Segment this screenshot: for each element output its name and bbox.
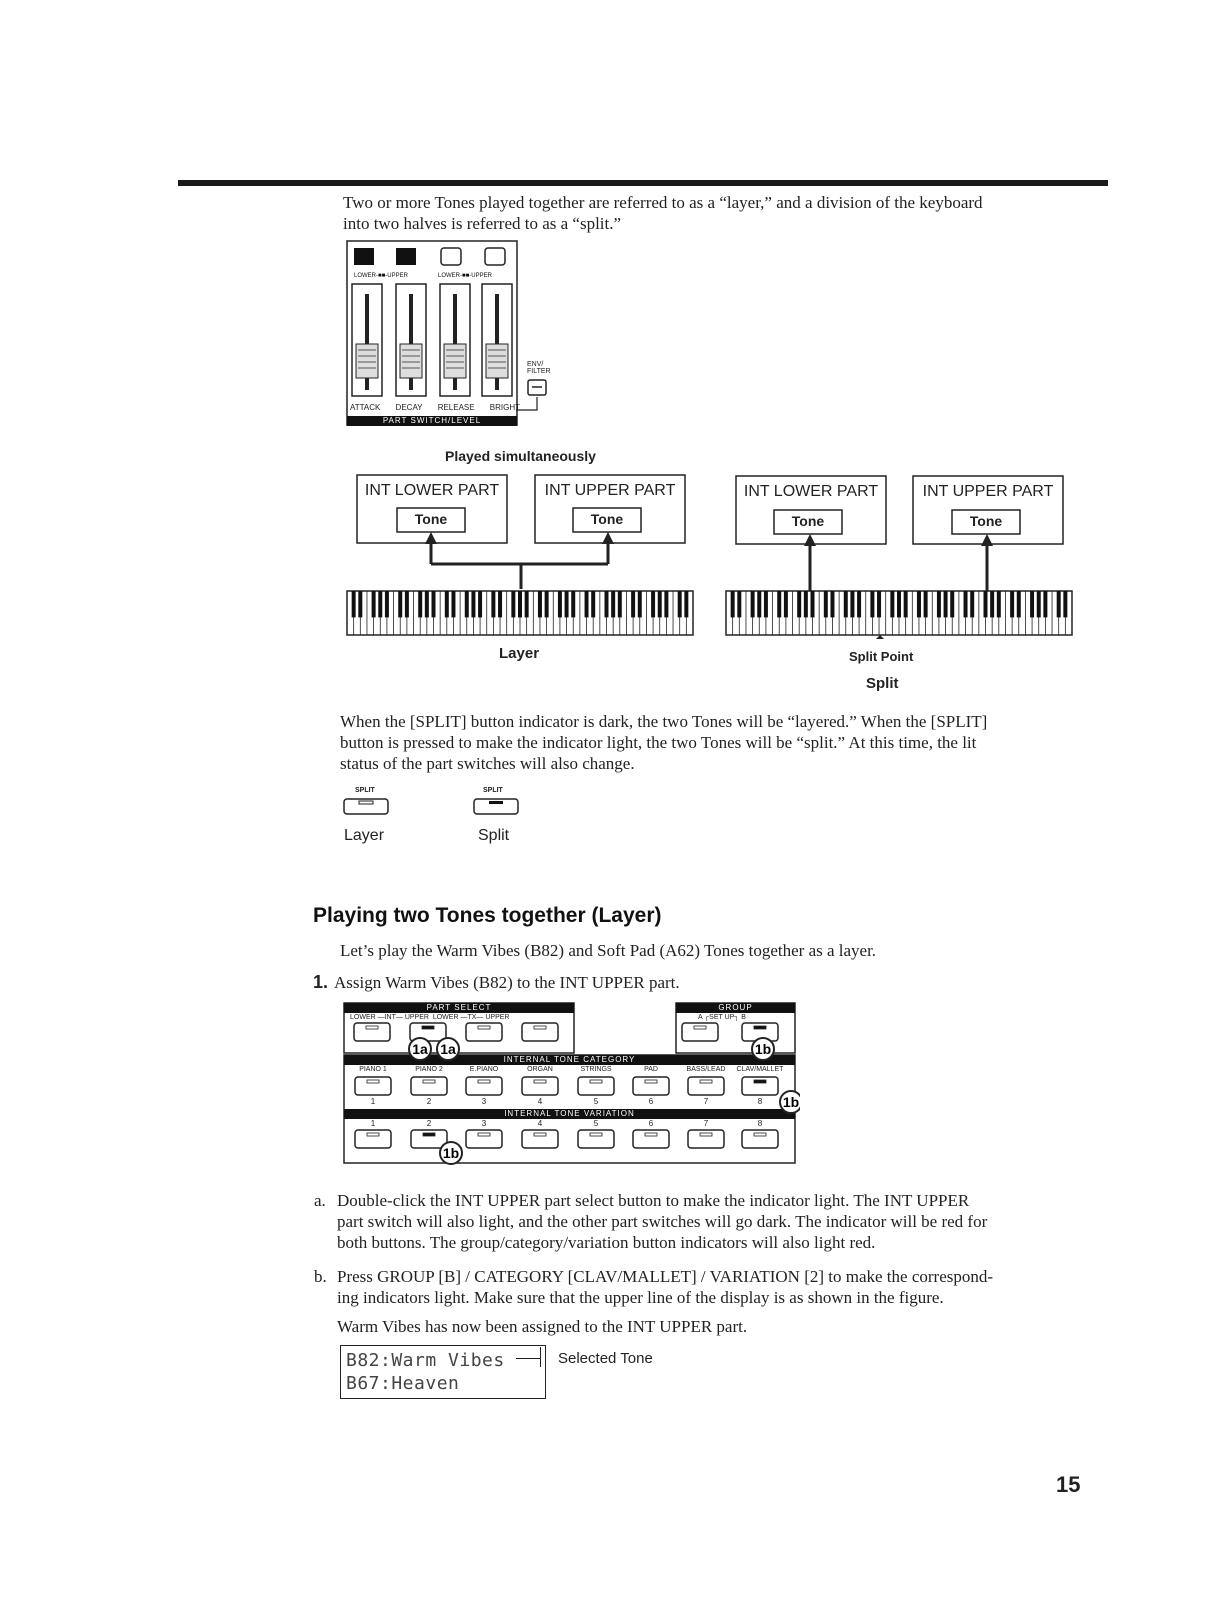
black-key — [432, 591, 436, 617]
black-key — [731, 591, 735, 617]
category-labels — [342, 1066, 800, 1076]
black-key — [1017, 591, 1021, 617]
callout-text: 1b — [442, 1145, 460, 1161]
black-key — [425, 591, 429, 617]
black-key — [385, 591, 389, 617]
black-key — [451, 591, 455, 617]
black-key — [352, 591, 356, 617]
category-number: 1 — [370, 1097, 376, 1106]
black-key — [857, 591, 861, 617]
category-label: PIANO 1 — [359, 1066, 387, 1073]
split-button-layer — [343, 787, 393, 847]
black-key — [811, 591, 815, 617]
split-text: Split — [478, 827, 510, 844]
indicator-off-icon — [359, 801, 373, 804]
black-key — [651, 591, 655, 617]
variation-numbers — [342, 1119, 800, 1129]
callout-text: 1a — [440, 1041, 456, 1057]
slider-label: ATTACK — [350, 403, 381, 412]
black-key — [498, 591, 502, 617]
step-line: part switch will also light, and the other part switches will go dark. The indicator will be red for — [337, 1212, 988, 1231]
variation-title: INTERNAL TONE VARIATION — [504, 1109, 635, 1118]
step-1 — [313, 972, 680, 993]
black-key — [658, 591, 662, 617]
category-label: STRINGS — [580, 1066, 612, 1073]
black-key — [990, 591, 994, 617]
split-caption: Split — [866, 675, 899, 692]
black-key — [418, 591, 422, 617]
black-key — [937, 591, 941, 617]
black-key — [445, 591, 449, 617]
annotation-leader — [516, 1358, 540, 1359]
env-filter-label: ENV/ FILTER — [527, 361, 551, 375]
black-key — [405, 591, 409, 617]
tone-select-panel — [342, 1001, 800, 1167]
black-key — [372, 591, 376, 617]
split-caption-small: SPLIT — [355, 787, 375, 794]
step-line: Double-click the INT UPPER part select button to make the indicator light. The INT UPPER — [337, 1191, 970, 1210]
indicator-off-icon — [367, 1133, 379, 1136]
part-switch-button-lit[interactable] — [354, 248, 374, 265]
indicator-on-icon — [489, 801, 503, 804]
split-line: When the [SPLIT] button indicator is dark, the two Tones will be “layered.” When the [SPLIT] — [340, 712, 988, 731]
indicator-off-icon — [754, 1133, 766, 1136]
part-switch-button-lit[interactable] — [396, 248, 416, 265]
black-key — [398, 591, 402, 617]
black-key — [664, 591, 668, 617]
tone-label: Tone — [791, 513, 825, 529]
part-name: INT UPPER PART — [922, 483, 1054, 500]
intro-line: into two halves is referred to as a “split.” — [343, 214, 622, 233]
slider-knob[interactable] — [444, 344, 466, 378]
black-key — [545, 591, 549, 617]
black-key — [870, 591, 874, 617]
black-key — [757, 591, 761, 617]
split-paragraph — [340, 711, 1100, 774]
black-key — [585, 591, 589, 617]
step-text: Assign Warm Vibes (B82) to the INT UPPER part. — [334, 973, 680, 992]
keyboard — [347, 591, 693, 635]
variation-number: 5 — [593, 1119, 599, 1128]
black-key — [465, 591, 469, 617]
split-line: button is pressed to make the indicator light, the two Tones will be “split.” At this time, the lit — [340, 733, 977, 752]
section-heading: Playing two Tones together (Layer) — [313, 904, 662, 927]
category-number: 3 — [481, 1097, 487, 1106]
black-key — [944, 591, 948, 617]
step-line: Warm Vibes has now been assigned to the INT UPPER part. — [337, 1317, 748, 1336]
variation-number: 2 — [426, 1119, 432, 1128]
indicator-off-icon — [423, 1080, 435, 1083]
indicator-off-icon — [534, 1026, 546, 1029]
variation-number: 3 — [481, 1119, 487, 1128]
black-key — [764, 591, 768, 617]
indicator-off-icon — [478, 1133, 490, 1136]
category-number: 5 — [593, 1097, 599, 1106]
black-key — [631, 591, 635, 617]
split-point-caption: Split Point — [849, 649, 914, 664]
black-key — [877, 591, 881, 617]
black-key — [784, 591, 788, 617]
black-key — [830, 591, 834, 617]
black-key — [997, 591, 1001, 617]
variation-number: 1 — [370, 1119, 376, 1128]
black-key — [684, 591, 688, 617]
lcd-display — [340, 1345, 546, 1399]
indicator-off-icon — [700, 1080, 712, 1083]
part-switch-button[interactable] — [441, 248, 461, 265]
indicator-on-icon — [754, 1080, 766, 1083]
tone-label: Tone — [590, 511, 624, 527]
part-name: INT LOWER PART — [743, 483, 879, 500]
category-number: 2 — [426, 1097, 432, 1106]
black-key — [478, 591, 482, 617]
part-name: INT UPPER PART — [544, 482, 676, 499]
black-key — [970, 591, 974, 617]
black-key — [850, 591, 854, 617]
section-intro: Let’s play the Warm Vibes (B82) and Soft Pad (A62) Tones together as a layer. — [340, 941, 877, 960]
part-select-title: PART SELECT — [426, 1003, 492, 1012]
indicator-on-icon — [754, 1026, 766, 1029]
black-key — [797, 591, 801, 617]
variation-number: 8 — [757, 1119, 763, 1128]
black-key — [471, 591, 475, 617]
black-key — [558, 591, 562, 617]
black-key — [1030, 591, 1034, 617]
black-key — [917, 591, 921, 617]
indicator-off-icon — [366, 1026, 378, 1029]
black-key — [518, 591, 522, 617]
page-number: 15 — [1056, 1472, 1081, 1497]
slider-label: BRIGHT — [489, 403, 520, 412]
layer-diagram — [345, 474, 695, 639]
black-key — [1010, 591, 1014, 617]
part-switch-button[interactable] — [485, 248, 505, 265]
black-key — [904, 591, 908, 617]
part-select-labels: LOWER —INT— UPPER LOWER —TX— UPPER — [350, 1014, 510, 1021]
tone-label: Tone — [969, 513, 1003, 529]
tone-label: Tone — [414, 511, 448, 527]
split-caption-small: SPLIT — [483, 787, 503, 794]
part-name: INT LOWER PART — [364, 482, 500, 499]
black-key — [538, 591, 542, 617]
indicator-on-icon — [423, 1133, 435, 1136]
slider-knob[interactable] — [400, 344, 422, 378]
category-number: 4 — [537, 1097, 543, 1106]
step-a — [314, 1190, 1104, 1253]
callout-text: 1a — [412, 1041, 428, 1057]
black-key — [638, 591, 642, 617]
indicator-off-icon — [478, 1026, 490, 1029]
black-key — [605, 591, 609, 617]
black-key — [824, 591, 828, 617]
variation-number: 6 — [648, 1119, 654, 1128]
annotation-bracket — [540, 1347, 541, 1367]
split-button-split — [473, 787, 523, 847]
callout-text: 1b — [754, 1041, 772, 1057]
black-key — [844, 591, 848, 617]
keyboard — [726, 591, 1072, 635]
black-key — [924, 591, 928, 617]
top-rule — [178, 180, 1108, 186]
step-line: ing indicators light. Make sure that the upper line of the display is as shown in the figure. — [337, 1288, 944, 1307]
step-b — [314, 1266, 1104, 1337]
layer-caption: Layer — [499, 645, 540, 662]
black-key — [565, 591, 569, 617]
split-line: status of the part switches will also change. — [340, 754, 635, 773]
black-key — [1063, 591, 1067, 617]
step-line: both buttons. The group/category/variation button indicators will also light red. — [337, 1233, 876, 1252]
category-number: 6 — [648, 1097, 654, 1106]
slider-knob[interactable] — [486, 344, 508, 378]
variation-number: 7 — [703, 1119, 709, 1128]
category-label: PIANO 2 — [415, 1066, 443, 1073]
black-key — [964, 591, 968, 617]
played-simultaneously-label: Played simultaneously — [445, 448, 596, 464]
indicator-off-icon — [694, 1026, 706, 1029]
layer-text: Layer — [344, 827, 385, 844]
lcd-line: B82:Warm Vibes — [346, 1350, 505, 1371]
part-label-lower-int-upper: LOWER-■■-UPPER — [354, 273, 408, 279]
category-label: ORGAN — [527, 1066, 553, 1073]
intro-line: Two or more Tones played together are referred to as a “layer,” and a division of the keyboard — [343, 193, 983, 212]
category-number: 7 — [703, 1097, 709, 1106]
black-key — [1037, 591, 1041, 617]
step-number: 1. — [313, 972, 329, 992]
black-key — [984, 591, 988, 617]
black-key — [1043, 591, 1047, 617]
group-labels: A ┌SET UP┐ B — [698, 1014, 746, 1021]
step-marker: b. — [314, 1267, 327, 1286]
indicator-off-icon — [478, 1080, 490, 1083]
indicator-off-icon — [534, 1080, 546, 1083]
selected-tone-annotation: Selected Tone — [558, 1350, 653, 1367]
indicator-off-icon — [590, 1080, 602, 1083]
category-numbers — [342, 1097, 800, 1107]
black-key — [678, 591, 682, 617]
black-key — [511, 591, 515, 617]
step-line: Press GROUP [B] / CATEGORY [CLAV/MALLET] / VARIATION [2] to make the correspond- — [337, 1267, 994, 1286]
category-label: CLAV/MALLET — [736, 1066, 784, 1073]
step-marker: a. — [314, 1191, 326, 1210]
black-key — [804, 591, 808, 617]
black-key — [950, 591, 954, 617]
black-key — [525, 591, 529, 617]
slider-label: DECAY — [395, 403, 423, 412]
black-key — [358, 591, 362, 617]
category-label: PAD — [644, 1066, 658, 1073]
black-key — [378, 591, 382, 617]
slider-knob[interactable] — [356, 344, 378, 378]
black-key — [611, 591, 615, 617]
category-label: BASS/LEAD — [686, 1066, 726, 1073]
lcd-line: B67:Heaven — [346, 1373, 460, 1394]
part-label-lower-tx-upper: LOWER-■■-UPPER — [438, 273, 492, 279]
indicator-off-icon — [534, 1133, 546, 1136]
black-key — [751, 591, 755, 617]
indicator-off-icon — [645, 1080, 657, 1083]
part-switch-panel — [346, 240, 560, 428]
black-key — [777, 591, 781, 617]
section-title: PART SWITCH/LEVEL — [382, 416, 482, 425]
indicator-off-icon — [367, 1080, 379, 1083]
slider-label: RELEASE — [437, 403, 475, 412]
black-key — [1057, 591, 1061, 617]
indicator-on-icon — [422, 1026, 434, 1029]
black-key — [571, 591, 575, 617]
indicator-off-icon — [645, 1133, 657, 1136]
black-key — [737, 591, 741, 617]
indicator-off-icon — [590, 1133, 602, 1136]
black-key — [890, 591, 894, 617]
category-number: 8 — [757, 1097, 763, 1106]
category-title: INTERNAL TONE CATEGORY — [503, 1055, 636, 1064]
variation-number: 4 — [537, 1119, 543, 1128]
indicator-off-icon — [700, 1133, 712, 1136]
black-key — [897, 591, 901, 617]
intro-paragraph — [343, 192, 1103, 234]
slider-labels — [350, 403, 520, 412]
group-title: GROUP — [718, 1003, 753, 1012]
callout-text: 1b — [782, 1094, 800, 1110]
category-label: E.PIANO — [469, 1066, 499, 1073]
black-key — [618, 591, 622, 617]
black-key — [491, 591, 495, 617]
split-diagram — [724, 474, 1074, 639]
black-key — [591, 591, 595, 617]
